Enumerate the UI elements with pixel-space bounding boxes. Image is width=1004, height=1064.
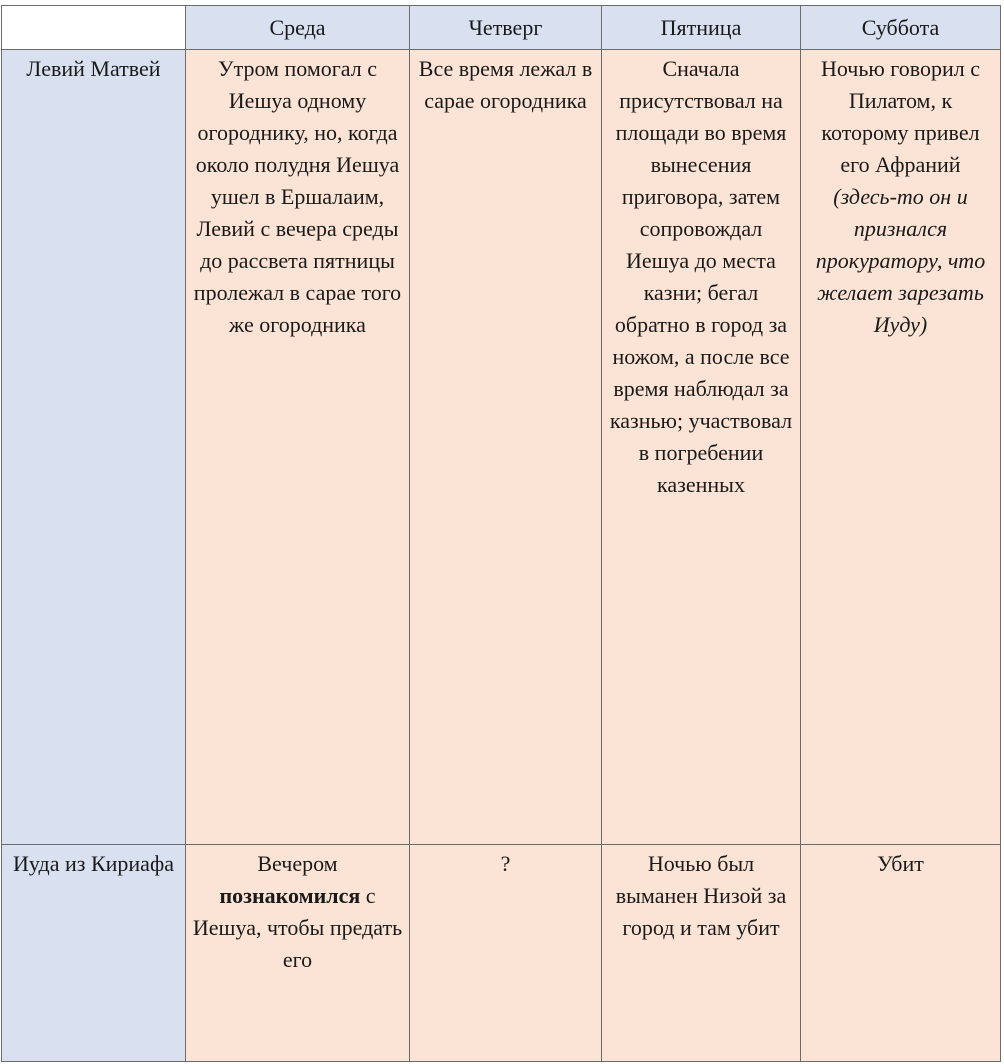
- schedule-table: [1, 5, 1001, 1062]
- cell-levi-thursday: Все время лежал в сарае огородника: [410, 50, 602, 845]
- header-wednesday: Среда: [186, 6, 410, 50]
- header-friday: Пятница: [602, 6, 801, 50]
- table-row: [2, 50, 1001, 845]
- corner-cell: [2, 6, 186, 50]
- cell-text: Ночью говорил с Пилатом, к которому привел его Афраний: [820, 56, 981, 177]
- cell-judas-friday: Ночью был выманен Низой за город и там убит: [602, 845, 801, 1062]
- cell-levi-wednesday: Утром помогал с Иешуа одному огороднику, но, когда около полудня Иешуа ушел в Ершалаим, Левий с вечера среды до рассвета пятницы пролежал в сарае того же огородника: [186, 50, 410, 845]
- cell-judas-wednesday: [186, 845, 410, 1062]
- italic-note: (здесь-то он и признался прокуратору, что желает зарезать Иуду): [815, 184, 986, 337]
- table-row: [2, 845, 1001, 1062]
- header-saturday: Суббота: [801, 6, 1001, 50]
- row-head-levi: Левий Матвей: [2, 50, 186, 845]
- cell-text: Вечером: [257, 851, 338, 876]
- cell-judas-thursday: ?: [410, 845, 602, 1062]
- cell-judas-saturday: Убит: [801, 845, 1001, 1062]
- row-head-judas: Иуда из Кириафа: [2, 845, 186, 1062]
- cell-levi-friday: Сначала присутствовал на площади во время вынесения приговора, затем сопровождал Иешуа до места казни; бегал обратно в город за ножом, а после все время наблюдал за казнью; участвовал в погребении казенных: [602, 50, 801, 845]
- bold-word: познакомился: [219, 883, 361, 908]
- cell-text: с Иешуа, чтобы предать его: [192, 883, 403, 972]
- header-row: [2, 6, 1001, 50]
- header-thursday: Четверг: [410, 6, 602, 50]
- cell-levi-saturday: [801, 50, 1001, 845]
